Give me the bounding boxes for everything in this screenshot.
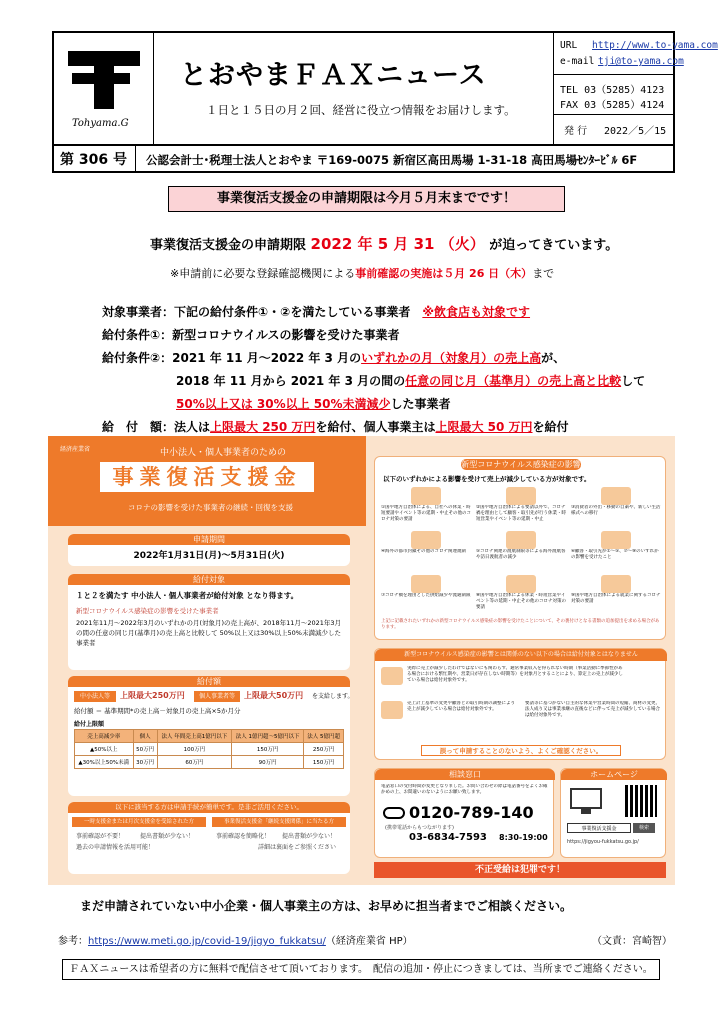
impact-illustration-icon — [601, 531, 631, 549]
target-label: 給付対象 — [68, 574, 350, 585]
illustration-icon — [381, 701, 403, 719]
flyer-subtitle: 中小法人・個人事業者のための — [160, 448, 287, 458]
impact-label: 新型コロナウイルス感染症の影響 — [461, 460, 581, 469]
prior-b-1: 事前確認を簡略化！ — [216, 833, 271, 840]
cap-table: 売上高減少率 個人 法人 年間売上高1億円以下 法人 1億円超～5億円以下 法人 5億円超 ▲50%以上 50万円 100万円 150万円 250万円 ▲30%以上50%未満 30万円 60万円 90万円 150万円 — [74, 729, 344, 769]
title-cell — [154, 33, 554, 144]
warn-box: 誤って申請することのないよう、よくご確認ください。 — [421, 745, 621, 756]
target-item-2: 2021年11月～2022年3月のいずれかの月(対象月)の売上高が、2018年11月～2021年3月の間の任意の同じ月(基準月)の売上高と比較して 50%以上又は30%以上50%未満減少した事業者 — [76, 619, 342, 647]
impact-item: ⑧国や地方自治体による休業・時短営業やイベント等の延期・中止その他のコロナ対策の要請 — [476, 575, 566, 615]
headline-banner: 事業復活支援金の申請期限は今月５月末までです！ — [168, 186, 565, 212]
condition-1-row: 給付条件①：新型コロナウイルスの影響を受けた事業者 — [102, 328, 400, 342]
prior-b-3: 詳細は裏面をご参照ください — [258, 844, 337, 851]
contact-ip[interactable]: 03-6834-7593 — [409, 832, 487, 843]
illustration-icon — [381, 667, 403, 685]
prior-a-3: 過去の申請情報を活用可能！ — [76, 844, 155, 851]
impact-item: ③消費者の外出・移動の自粛や、新しい生活様式への移行 — [571, 487, 661, 527]
amount-formula: 給付額 ＝ 基準期間*の売上高－対象月の売上高×5か月分 — [74, 707, 241, 715]
logo-cell — [54, 33, 154, 144]
impact-item: ①国や地方自治体による、自社への休業・時短要請やイベント等の延期・中止その他のコロナ対策の要請 — [381, 487, 471, 527]
issue-date: 2022／5／15 — [604, 126, 667, 137]
flyer-big-title: 事業復活支援金 — [100, 462, 314, 492]
ministry-logo: 経済産業省 — [60, 446, 91, 453]
impact-illustration-icon — [601, 575, 631, 593]
contact-hours: 8:30-19:00 — [499, 833, 548, 842]
not-eligible-3: 要請等に基づかない自主的な休業や営業時間の短縮、商材の変更、法人成り又は事業承継の直後などに伴って売上が減少している場合は給付対象外です。 — [525, 701, 660, 718]
prior-a-2: 提出書類が少ない！ — [140, 833, 195, 840]
email-label: e-mail — [560, 56, 595, 67]
computer-icon — [569, 787, 603, 817]
amount-card — [68, 676, 354, 796]
impact-illustration-icon — [506, 575, 536, 593]
impact-illustration-icon — [411, 487, 441, 505]
condition-2-row: 給付条件②：2021 年 11 月～2022 年 3 月のいずれかの月（対象月）の売上高が、 — [102, 351, 566, 365]
contact-sub: (携帯電話からもつながります) — [385, 825, 454, 831]
tel-number: TEL 03（5285）4123 — [560, 85, 665, 96]
target-headline: １と２を満たす 中小法人・個人事業者が給付対象 となり得ます。 — [76, 591, 299, 600]
table-row: ▲30%以上50%未満 30万円 60万円 90万円 150万円 — [75, 756, 344, 769]
period-label: 申請期間 — [68, 534, 350, 545]
not-eligible-label: 新型コロナウイルス感染症の影響とは関係のない以下の場合は給付対象とはなりません — [375, 649, 667, 661]
page-title: とおやまＦＡＸニュース — [180, 60, 487, 91]
contact-card — [374, 768, 554, 858]
search-box[interactable]: 事業復活支援金 — [567, 823, 631, 833]
target-row: 対象事業者：下記の給付条件①・②を満たしている事業者 ※飲食店も対象です — [102, 305, 531, 319]
impact-card — [374, 456, 666, 640]
conditions-block — [102, 303, 645, 441]
impact-illustration-icon — [601, 487, 631, 505]
amount-row: 給 付 額：法人は上限最大 250 万円を給付、個人事業主は上限最大 50 万円を給付 — [102, 420, 569, 434]
flyer-title-panel — [48, 436, 366, 526]
issue-label: 発 行 — [564, 126, 588, 137]
target-card — [68, 574, 350, 670]
homepage-label: ホームページ — [561, 769, 667, 780]
deadline-line: 事業復活支援金の申請期限 2022 年 5 月 31 （火） が迫ってきています。 — [150, 235, 619, 253]
impact-note: 上記に記載されたいずれかの新型コロナウイルス感染症の影響を受けたことについて、その裏付けとなる書類の追加提出を求める場合があります。 — [381, 619, 660, 630]
fax-number: FAX 03（5285）4124 — [560, 100, 665, 111]
prior-b-2: 提出書類が少ない！ — [282, 833, 337, 840]
condition-2-row-b: 2018 年 11 月から 2021 年 3 月の間の任意の同じ月（基準月）の売上高と比較して — [176, 374, 646, 388]
firm-address: 公認会計士･税理士法人とおやま 〒169-0075 新宿区高田馬場 1-31-18 高田馬場ｾﾝﾀｰﾋﾞﾙ 6F — [146, 153, 638, 167]
issue-number-cell — [54, 146, 136, 171]
flyer-image — [48, 436, 675, 885]
freedial-icon — [383, 807, 405, 819]
flyer-tagline: コロナの影響を受けた事業者の継続・回復を支援 — [128, 503, 293, 512]
closing-message: まだ申請されていない中小企業・個人事業主の方は、お早めに担当者までご相談ください。 — [80, 899, 573, 913]
fraud-warning: 不正受給は犯罪です！ — [374, 862, 666, 878]
corp-tag: 中小法人等 — [74, 691, 116, 702]
impact-item: ⑨国や地方自治体による就業に関するコロナ対策の要請 — [571, 575, 661, 615]
impact-head: 以下のいずれかによる影響を受けて売上が減少している方が対象です。 — [383, 475, 591, 483]
prior-b-title: 事業復活支援金「継続支援関係」に当たる方 — [212, 817, 346, 827]
impact-item: ⑤コロナ関連の渡航制限等による海外渡航客や訪日渡航者の減少 — [476, 531, 566, 571]
reference-line: 参考：https://www.meti.go.jp/covid-19/jigyo_fukkatsu/（経済産業省 HP） — [58, 936, 413, 947]
reference-link[interactable]: https://www.meti.go.jp/covid-19/jigyo_fukkatsu/ — [88, 936, 326, 947]
impact-item: ④海外の都市封鎖その他のコロナ関連規制 — [381, 531, 471, 571]
prior-head: 以下に該当する方は申請手続が簡単です。是非ご活用ください。 — [68, 802, 350, 813]
impact-illustration-icon — [506, 487, 536, 505]
issue-number: 第 306 号 — [60, 152, 127, 168]
homepage-url[interactable]: https://jigyou-fukkatsu.go.jp/ — [567, 839, 639, 845]
deadline-date: 2022 年 5 月 31 （火） — [310, 235, 485, 253]
company-logo-icon — [66, 51, 142, 111]
not-eligible-2: 売上計上基準の変更や顧客との取引時期の調整により売上が減少している場合は給付対象外です。 — [407, 701, 515, 712]
contact-cell — [554, 33, 718, 144]
author-credit: （文責：宮崎智） — [592, 936, 672, 947]
contact-label: 相談窓口 — [375, 769, 555, 780]
amount-label: 給付額 — [68, 676, 350, 687]
contact-tel[interactable]: 0120-789-140 — [409, 803, 534, 822]
logo-caption: Tohyama.G — [72, 118, 129, 129]
impact-illustration-icon — [411, 575, 441, 593]
corp-cap: 上限最大250万円 — [120, 691, 185, 700]
url-link[interactable]: http://www.to-yama.com — [592, 40, 718, 51]
not-eligible-card — [374, 648, 666, 760]
tagline: １日と１５日の月２回、経営に役立つ情報をお届けします。 — [206, 103, 516, 117]
prior-a-1: 事前確認が不要！ — [76, 833, 125, 840]
amount-tail: を支給します。 — [312, 693, 354, 700]
target-item-1: 新型コロナウイルス感染症の影響を受けた事業者 — [76, 607, 219, 615]
impact-grid — [381, 487, 663, 615]
prior-a-title: 一時支援金または月次支援金を受給された方 — [72, 817, 206, 827]
impact-item: ⑦コロナ禍を理由とした供給減少や流通制限 — [381, 575, 471, 615]
impact-illustration-icon — [506, 531, 536, 549]
prior-applicant-card — [68, 802, 350, 874]
impact-illustration-icon — [411, 531, 441, 549]
impact-item: ⑥顧客・取引先が①～⑤、⑦～⑨のいずれかの影響を受けたこと — [571, 531, 661, 571]
footer-notice: ＦＡＸニュースは希望者の方に無料で配信させて頂いております。 配信の追加・停止につきましては、当所までご連絡ください。 — [62, 959, 660, 980]
pre-check-note: ※申請前に必要な登録確認機関による事前確認の実施は５月 26 日（木）まで — [170, 267, 555, 280]
impact-item: ②国や地方自治体による要請以外で、コロナ禍を理由として顧客・取引先が行う休業・時短営業やイベント等の延期・中止 — [476, 487, 566, 527]
individual-cap: 上限最大50万円 — [244, 691, 304, 700]
url-label: URL — [560, 40, 578, 51]
period-dates: 2022年1月31日(月)～5月31日(火) — [133, 551, 285, 561]
search-button[interactable]: 検索 — [633, 823, 655, 833]
email-link[interactable]: tji@to-yama.com — [598, 56, 684, 67]
header-box — [52, 31, 718, 173]
homepage-card — [560, 768, 666, 858]
not-eligible-1: 実際に売上が減少したわけではないにも関わらず、通常事業収入を得られない時期（事業活動に季節性がある場合における繁忙期や、営業日が存在しない時期等）を対象月とすることにより、算定上の売上が減少している場合は給付対象外です。 — [407, 666, 623, 683]
condition-2-row-c: 50%以上又は 30%以上 50%未満減少した事業者 — [176, 397, 451, 411]
table-row: ▲50%以上 50万円 100万円 150万円 250万円 — [75, 743, 344, 756]
cap-label: 給付上限額 — [74, 721, 105, 728]
period-card — [68, 534, 350, 566]
contact-note: 電話窓口の受付時間が変更となりました。お問い合わせの際は電話番号をよくお確かめの上、お間違いのないようにお願い致します。 — [381, 784, 548, 795]
individual-tag: 個人事業者等 — [194, 691, 240, 702]
qr-code-icon — [625, 785, 657, 817]
